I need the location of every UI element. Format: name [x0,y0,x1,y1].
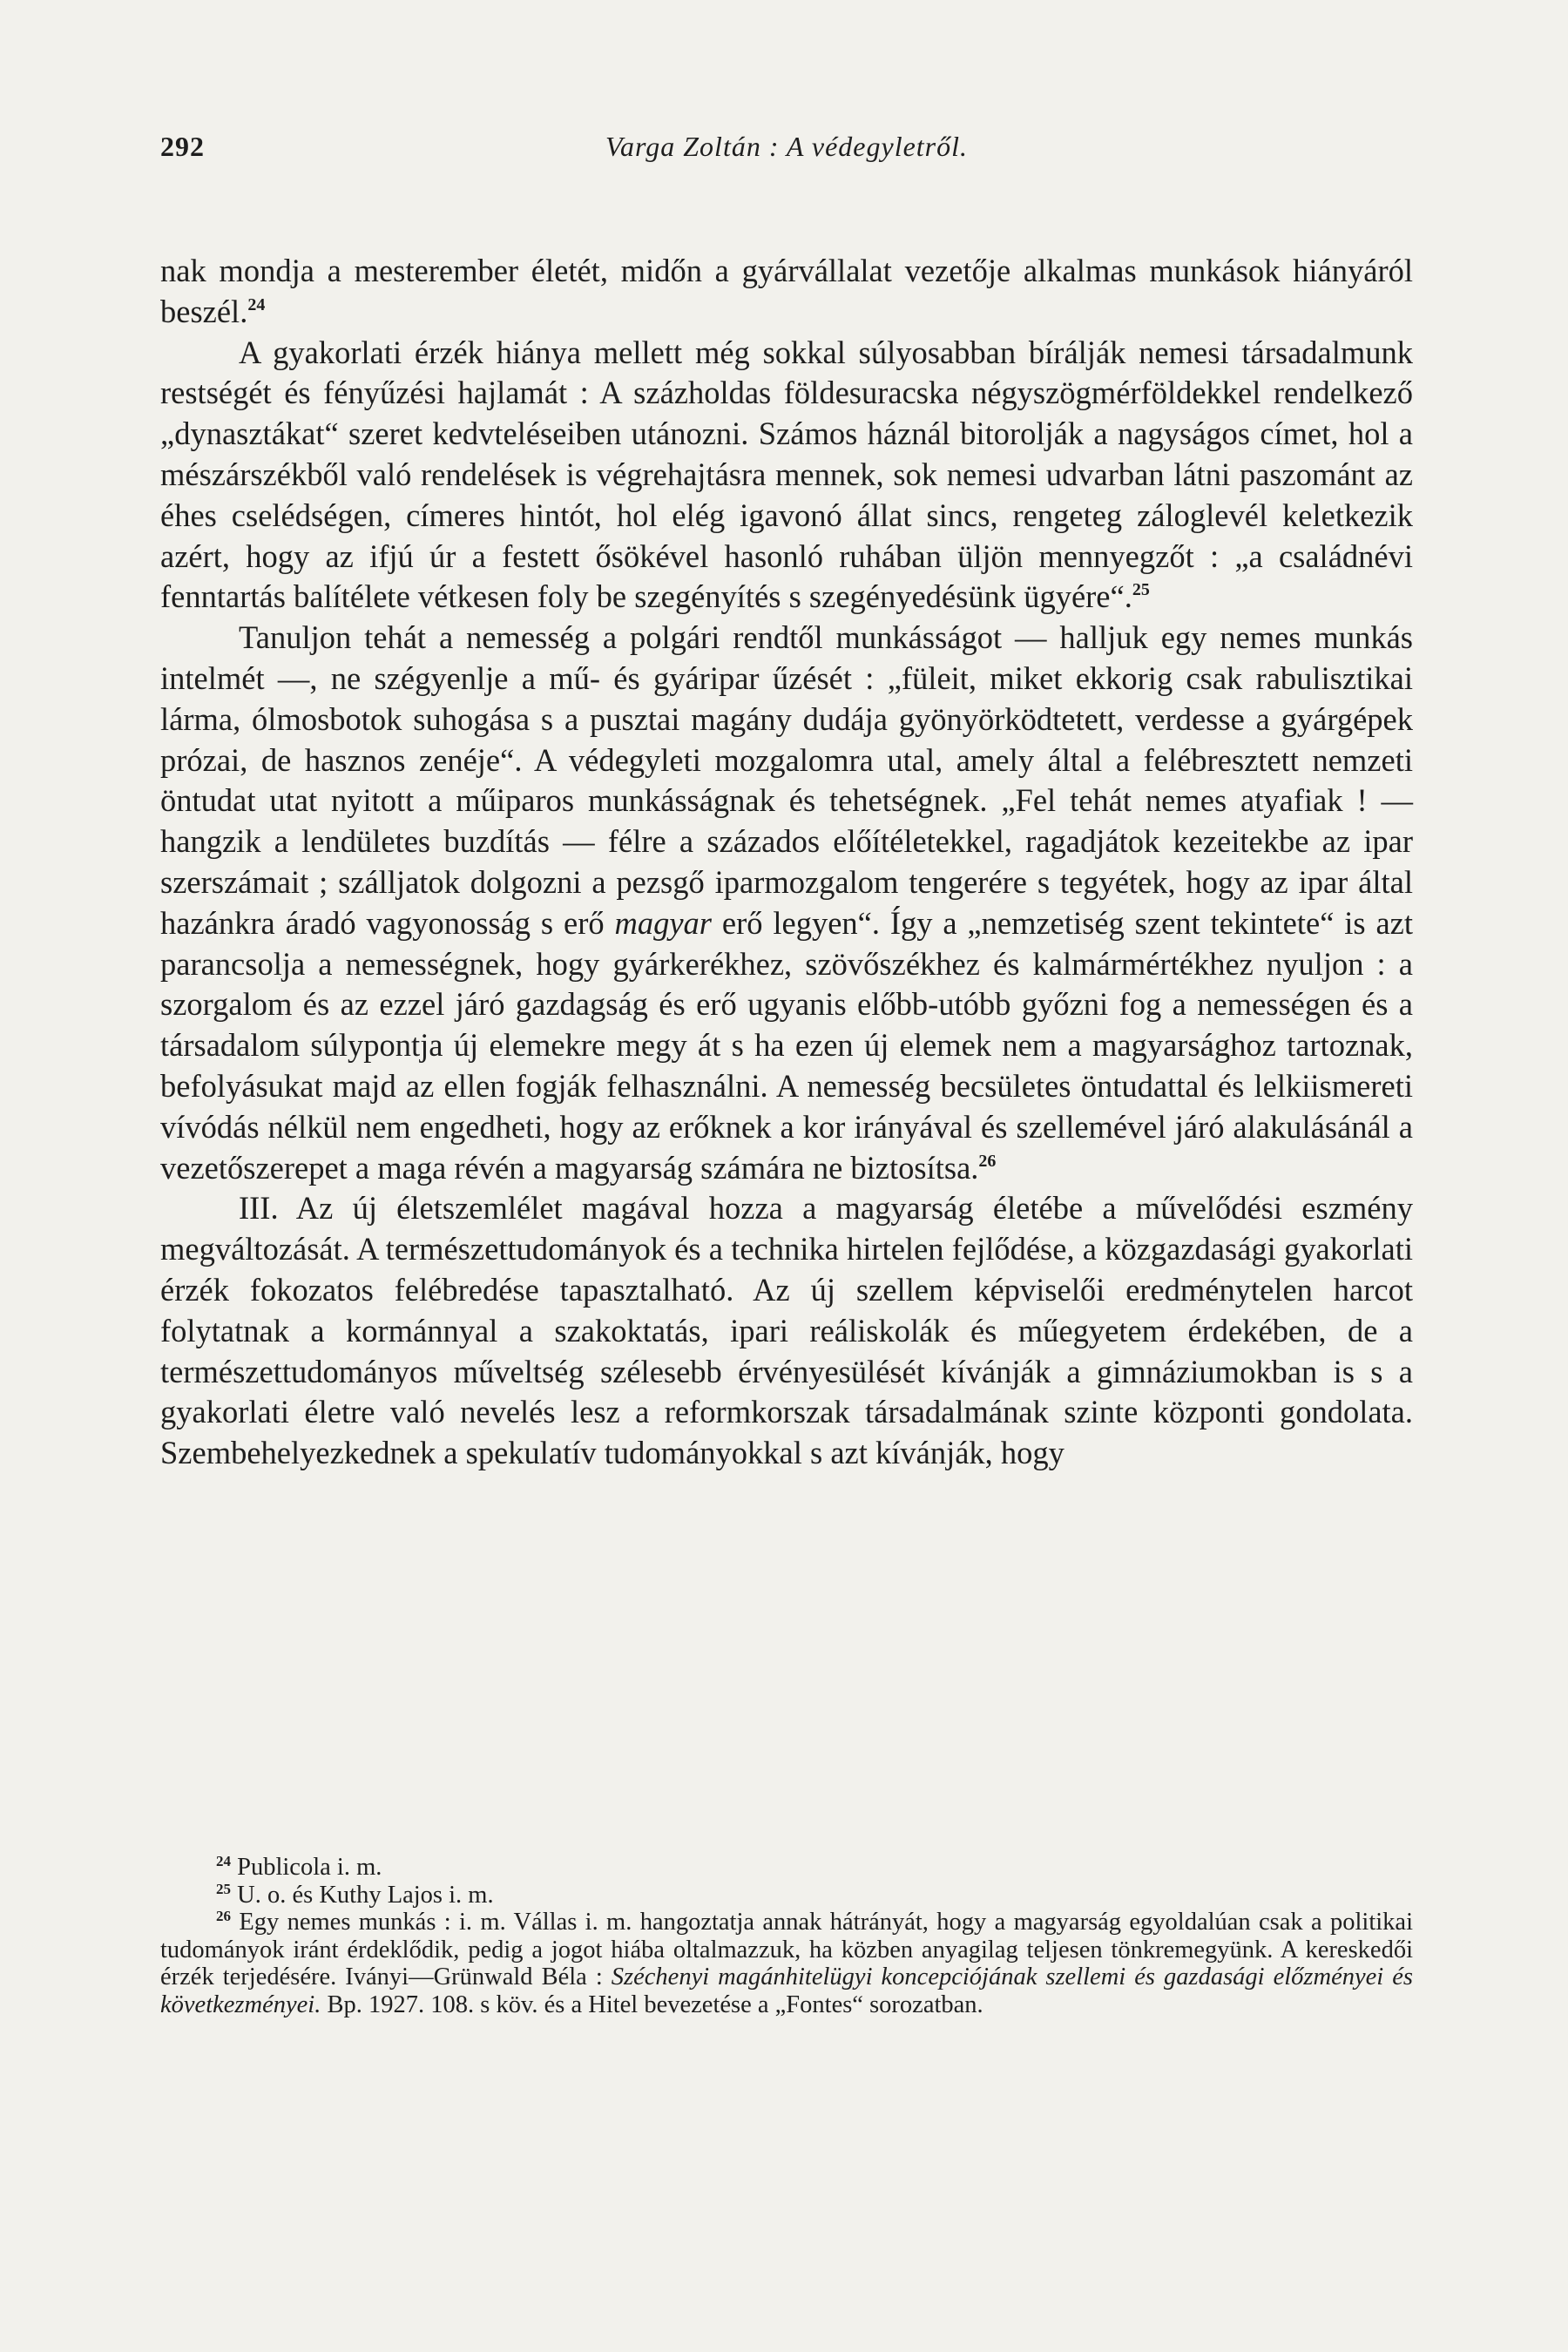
footnote-26: $^{26}$ Egy nemes munkás : i. m. Vállas i. m. hangoztatja annak hátrányát, hogy a magyarság egyoldalúan csak a politikai tudományok iránt érdeklődik, pedig a jogot hiába oltalmazzuk, ha közben anyagilag teljesen tönkremegyünk. A kereskedői érzék terjedésére. Iványi—Grünwald Béla : Széchenyi magánhitelügyi koncepciójának szellemi és gazdasági előzményei és következményei. Bp. 1927. 108. s köv. és a Hitel bevezetése a „Fontes“ sorozatban. [160,1908,1413,2018]
running-title: Varga Zoltán : A védegyletről. [605,131,969,162]
main-text [160,251,1413,1474]
footnote-25: $^{25}$ U. o. és Kuthy Lajos i. m. [216,1880,494,1909]
paragraph-1: nak mondja a mesterember életét, midőn a gyárvállalat vezetője alkalmas munkások hiányáról beszél.$^{24}$ [160,253,1413,329]
page-header [160,131,1413,166]
paragraph-4: III. Az új életszemlélet magával hozza a magyarság életébe a művelődési eszmény megváltozását. A természettudományok és a technika hirtelen fejlődése, a közgazdasági gyakorlati érzék fokozatos felébredése tapasztalható. Az új szellem képviselői eredménytelen harcot folytatnak a kormánnyal a szakoktatás, ipari reáliskolák és műegyetem érdekében, de a természettudományos műveltség szélesebb érvényesülését kívánják a gimnáziumokban is s a gyakorlati életre való nevelés lesz a reformkorszak társadalmának szinte központi gondolata. Szembehelyezkednek a spekulatív tudományokkal s azt kívánják, hogy [160,1190,1413,1471]
paragraph-3: Tanuljon tehát a nemesség a polgári rendtől munkásságot — halljuk egy nemes munkás intelmét —, ne szégyenlje a mű- és gyáripar űzését : „füleit, miket ekkorig csak rabulisztikai lárma, ólmosbotok suhogása s a pusztai magány dudája gyönyörködtetett, verdesse a gyárgépek prózai, de hasznos zenéje“. A védegyleti mozgalomra utal, amely által a felébresztett nemzeti öntudat utat nyitott a műiparos munkásságnak és tehetségnek. „Fel tehát nemes atyafiak ! — hangzik a lendületes buzdítás — félre a százados előítéletekkel, ragadjátok kezeitekbe az ipar szerszámait ; szálljatok dolgozni a pezsgő iparmozgalom tengerére s tegyétek, hogy az ipar által hazánkra áradó vagyonosság s erő magyar erő legyen“. Így a „nemzetiség szent tekintete“ is azt parancsolja a nemességnek, hogy gyárkerékhez, szövőszékhez és kalmármértékhez nyuljon : a szorgalom és az ezzel járó gazdagság és erő ugyanis előbb-utóbb győzni fog a nemességen és a társadalom súlypontja új elemekre megy át s ha ezen új elemek nem a magyarsághoz tartoznak, befolyásukat majd az ellen fogják felhasználni. A nemesség becsületes öntudattal és lelkiismereti vívódás nélkül nem engedheti, hogy az erőknek a kor irányával és szellemével járó alakulásánál a vezetőszerepet a maga révén a magyarság számára ne biztosítsa.$^{26}$ [160,619,1414,1186]
paragraph-2: A gyakorlati érzék hiánya mellett még sokkal súlyosabban bírálják nemesi társadalmunk restségét és fényűzési hajlamát : A százholdas földesuracska négyszögmérföldekkel rendelkező „dynasztákat“ szeret kedvteléseiben utánozni. Számos háznál bitorolják a nagyságos címet, hol a mészárszékből való rendelések is végrehajtásra mennek, sok nemesi udvarban látni paszománt az éhes cselédségen, címeres hintót, hol elég igavonó állat sincs, rengeteg záloglevél keletkezik azért, hogy az ifjú úr a festett ősökével hasonló ruhában üljön mennyegzőt : „a családnévi fenntartás balítélete vétkesen foly be szegényítés s szegényedésünk ügyére“.$^{25}$ [160,334,1413,615]
footnote-ref-26[interactable]: 26 [978,1151,997,1171]
footnote-ref-25[interactable]: 25 [1132,580,1150,600]
footnotes [160,1854,1413,2018]
cited-title: Széchenyi magánhitelügyi koncepciójának szellemi és gazdasági előzményei és következményei. [160,1963,1413,2018]
footnote-24: $^{24}$ Publicola i. m. [216,1853,382,1881]
footnote-ref-24[interactable]: 24 [247,294,266,314]
emphasis-magyar: magyar [614,904,712,941]
page-number: 292 [160,131,205,162]
